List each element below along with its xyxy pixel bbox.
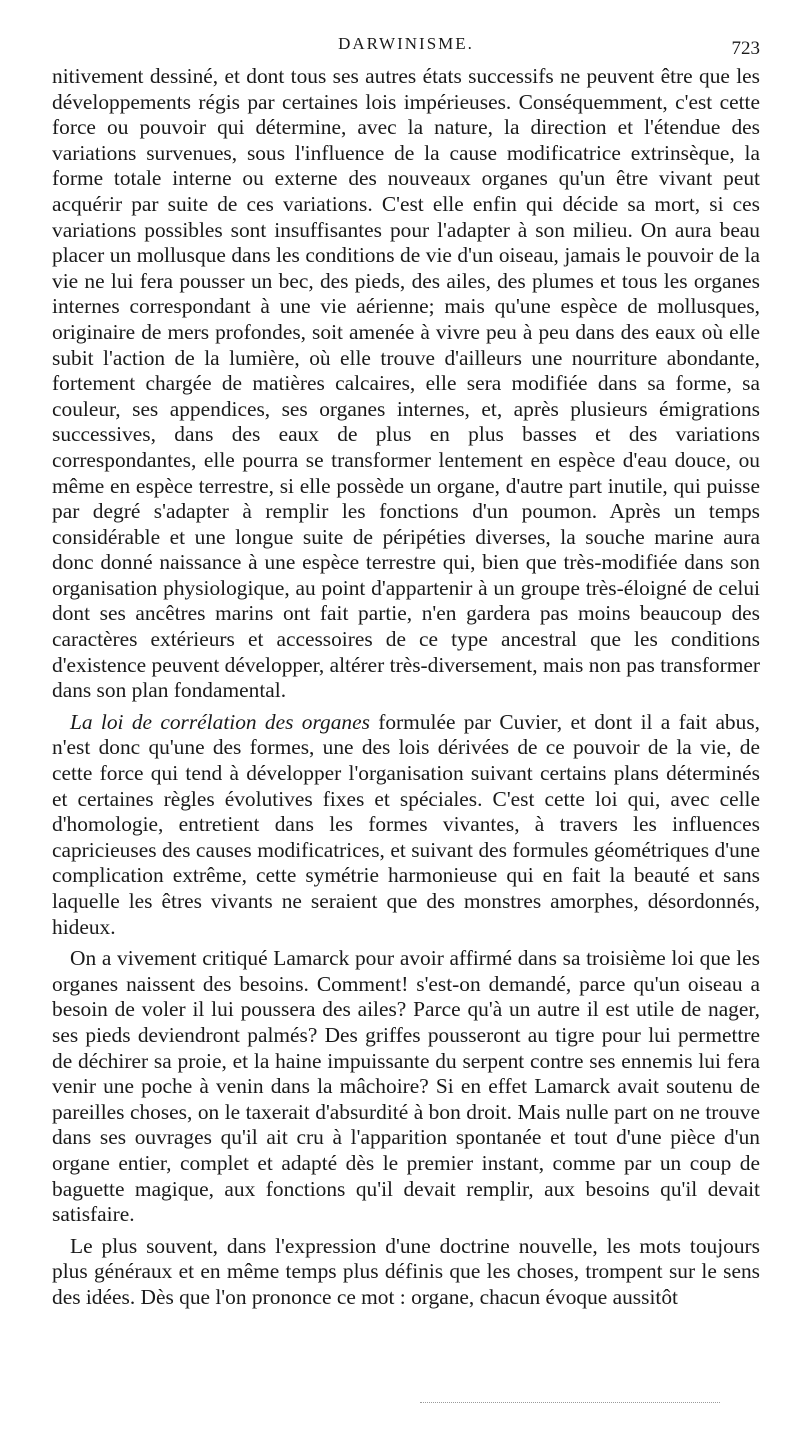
page-number: 723 (731, 38, 760, 59)
paragraph-2-text: formulée par Cuvier, et dont il a fait abus, n'est donc qu'une des formes, une des lois dérivées de ce pouvoir de la vie, de cette force qui tend à développer l'organisation suivant certains plans déterminés et certaines règles évolutives fixes et spéciales. C'est cette loi qui, avec celle d'homologie, entretient dans les formes vivantes, à travers les influences capricieuses des causes modificatrices, et suivant des formules géométriques d'une complication extrême, cette symétrie harmonieuse qui en fait la beauté et sans laquelle les êtres vivants ne seraient que des monstres amorphes, désordonnés, hideux. (52, 709, 760, 939)
paragraph-4: Le plus souvent, dans l'expression d'une doctrine nouvelle, les mots toujours plus généraux et en même temps plus définis que les choses, trompent sur le sens des idées. Dès que l'on prononce ce mot : organe, chacun évoque aussitôt (52, 1233, 760, 1309)
paragraph-2 (52, 710, 760, 940)
paragraph-1: nitivement dessiné, et dont tous ses autres états successifs ne peuvent être que les développements régis par certaines lois impérieuses. Conséquemment, c'est cette force ou pouvoir qui détermine, avec la nature, la direction et l'étendue des variations survenues, sous l'influence de la cause modificatrice extrinsèque, la forme totale interne ou externe des nouveaux organes qu'un être vivant peut acquérir par suite de ces variations. C'est elle enfin qui décide sa mort, si ces variations possibles sont insuffisantes pour l'adapter à son milieu. On aura beau placer un mollusque dans les conditions de vie d'un oiseau, jamais le pouvoir de la vie ne lui fera pousser un bec, des pieds, des ailes, des plumes et tous les organes internes correspondant à une vie aérienne; mais qu'une espèce de mollusques, originaire de mers profondes, soit amenée à vivre peu à peu dans des eaux où elle subit l'action de la lumière, où elle trouve d'ailleurs une nourriture abondante, fortement chargée de matières calcaires, elle sera modifiée dans sa forme, sa couleur, ses appendices, ses organes internes, et, après plusieurs émigrations successives, dans des eaux de plus en plus basses et des variations correspondantes, elle pourra se transformer lentement en espèce d'eau douce, ou même en espèce terrestre, si elle possède un organe, d'autre part inutile, qui puisse par degré s'adapter à remplir les fonctions d'un poumon. Après un temps considérable et une longue suite de péripéties diverses, la souche marine aura donc donné naissance à une espèce terrestre qui, bien que très-modifiée dans son organisation physiologique, au point d'appartenir à un groupe très-éloigné de celui dont ses ancêtres marins ont fait partie, n'en gardera pas moins beaucoup des caractères extérieurs et accessoires de ce type ancestral que les conditions d'existence peuvent développer, altérer très-diversement, mais non pas transformer dans son plan fondamental. (52, 64, 760, 703)
running-header (52, 30, 760, 64)
running-title: DARWINISME. (338, 34, 474, 53)
paragraph-3: On a vivement critiqué Lamarck pour avoir affirmé dans sa troisième loi que les organes naissent des besoins. Comment! s'est-on demandé, parce qu'un oiseau a besoin de voler il lui poussera des ailes? Parce qu'à un autre il est utile de nager, ses pieds deviendront palmés? Des griffes pousseront au tigre pour lui permettre de déchirer sa proie, et la haine impuissante du serpent contre ses ennemis lui fera venir une poche à venin dans la mâchoire? Si en effet Lamarck avait soutenu de pareilles choses, on le taxerait d'absurdité à bon droit. Mais nulle part on ne trouve dans ses ouvrages qu'il ait cru à l'apparition spontanée et tout d'une pièce d'un organe entier, complet et adapté dès le premier instant, comme par un coup de baguette magique, aux fonctions qu'il devait remplir, aux besoins qu'il devait satisfaire. (52, 946, 760, 1227)
body-text (52, 64, 760, 1311)
paragraph-2-italic-phrase: La loi de corrélation des organes (70, 709, 370, 734)
footer-dotted-rule (420, 1402, 720, 1403)
